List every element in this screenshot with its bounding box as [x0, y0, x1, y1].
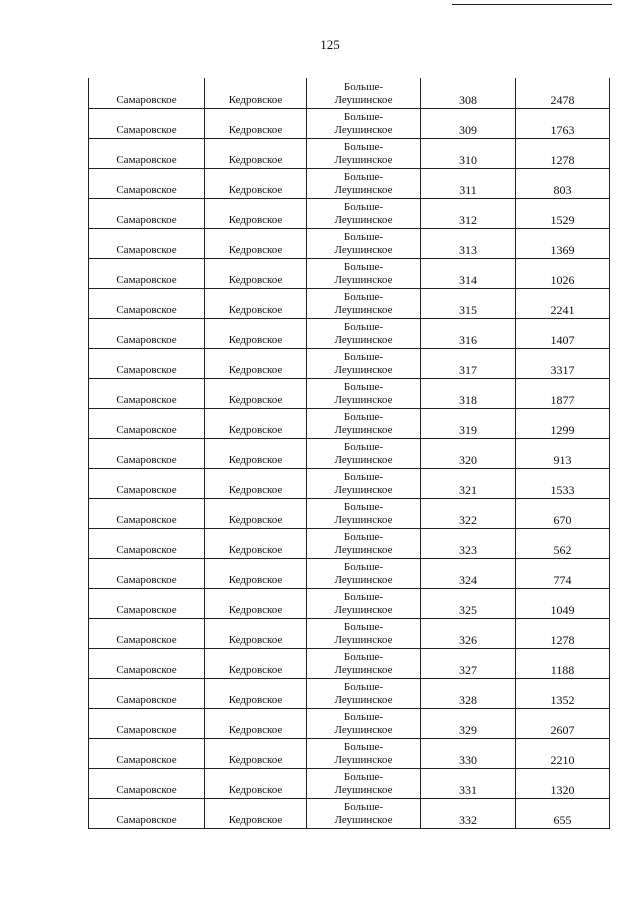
cell-col3-line1: Больше-: [343, 80, 384, 93]
cell-col3-line1: Больше-: [343, 650, 384, 663]
cell-col1: Самаровское: [89, 408, 205, 438]
cell-col3: [307, 108, 421, 138]
cell-col5: 1278: [516, 618, 610, 648]
cell-col4: 309: [421, 108, 516, 138]
cell-col2: Кедровское: [205, 78, 307, 108]
cell-col3-line1: Больше-: [343, 680, 384, 693]
cell-col2: Кедровское: [205, 708, 307, 738]
cell-col3: [307, 798, 421, 828]
cell-col3-line2: Леушинское: [334, 123, 393, 136]
cell-col5: 2241: [516, 288, 610, 318]
table-row: [89, 678, 610, 708]
cell-col3-line2: Леушинское: [334, 423, 393, 436]
cell-col2: Кедровское: [205, 588, 307, 618]
cell-col2: Кедровское: [205, 138, 307, 168]
table-row: [89, 738, 610, 768]
cell-col2: Кедровское: [205, 258, 307, 288]
cell-col3: [307, 288, 421, 318]
cell-col1: Самаровское: [89, 258, 205, 288]
cell-col3-line1: Больше-: [343, 230, 384, 243]
table-row: [89, 168, 610, 198]
cell-col3-line1: Больше-: [343, 410, 384, 423]
cell-col1: Самаровское: [89, 348, 205, 378]
cell-col4: 319: [421, 408, 516, 438]
cell-col3-line2: Леушинское: [334, 603, 393, 616]
cell-col5: 1533: [516, 468, 610, 498]
cell-col3: [307, 318, 421, 348]
cell-col3-line2: Леушинское: [334, 813, 393, 826]
cell-col5: 1026: [516, 258, 610, 288]
cell-col3-line2: Леушинское: [334, 633, 393, 646]
table-row: [89, 408, 610, 438]
cell-col3: [307, 138, 421, 168]
cell-col3-line1: Больше-: [343, 740, 384, 753]
cell-col4: 308: [421, 78, 516, 108]
cell-col4: 315: [421, 288, 516, 318]
cell-col5: 1407: [516, 318, 610, 348]
cell-col1: Самаровское: [89, 738, 205, 768]
cell-col1: Самаровское: [89, 288, 205, 318]
top-rule: [452, 4, 612, 5]
cell-col3: [307, 228, 421, 258]
cell-col5: 670: [516, 498, 610, 528]
cell-col1: Самаровское: [89, 318, 205, 348]
cell-col1: Самаровское: [89, 438, 205, 468]
cell-col3-line1: Больше-: [343, 620, 384, 633]
cell-col2: Кедровское: [205, 648, 307, 678]
cell-col4: 312: [421, 198, 516, 228]
cell-col3: [307, 378, 421, 408]
cell-col2: Кедровское: [205, 498, 307, 528]
cell-col3-line2: Леушинское: [334, 453, 393, 466]
cell-col3-line1: Больше-: [343, 140, 384, 153]
cell-col3: [307, 678, 421, 708]
table-row: [89, 258, 610, 288]
cell-col3-line2: Леушинское: [334, 663, 393, 676]
table-row: [89, 708, 610, 738]
cell-col2: Кедровское: [205, 738, 307, 768]
cell-col1: Самаровское: [89, 528, 205, 558]
cell-col3-line2: Леушинское: [334, 393, 393, 406]
cell-col3: [307, 768, 421, 798]
cell-col4: 325: [421, 588, 516, 618]
cell-col5: 774: [516, 558, 610, 588]
cell-col1: Самаровское: [89, 648, 205, 678]
cell-col3-line2: Леушинское: [334, 363, 393, 376]
table-row: [89, 378, 610, 408]
cell-col1: Самаровское: [89, 618, 205, 648]
cell-col2: Кедровское: [205, 348, 307, 378]
cell-col2: Кедровское: [205, 288, 307, 318]
cell-col5: 1188: [516, 648, 610, 678]
cell-col3-line1: Больше-: [343, 500, 384, 513]
table-row: [89, 498, 610, 528]
cell-col1: Самаровское: [89, 468, 205, 498]
cell-col2: Кедровское: [205, 408, 307, 438]
cell-col4: 321: [421, 468, 516, 498]
cell-col4: 330: [421, 738, 516, 768]
cell-col3-line1: Больше-: [343, 440, 384, 453]
cell-col3: [307, 468, 421, 498]
cell-col3: [307, 738, 421, 768]
cell-col2: Кедровское: [205, 198, 307, 228]
table-row: [89, 798, 610, 828]
cell-col1: Самаровское: [89, 108, 205, 138]
cell-col1: Самаровское: [89, 798, 205, 828]
cell-col2: Кедровское: [205, 798, 307, 828]
cell-col3: [307, 528, 421, 558]
cell-col3-line1: Больше-: [343, 800, 384, 813]
cell-col3-line2: Леушинское: [334, 513, 393, 526]
cell-col3: [307, 258, 421, 288]
table-row: [89, 78, 610, 108]
cell-col3: [307, 588, 421, 618]
cell-col3-line2: Леушинское: [334, 273, 393, 286]
cell-col3-line2: Леушинское: [334, 783, 393, 796]
cell-col5: 1320: [516, 768, 610, 798]
table-body: [89, 78, 610, 828]
cell-col2: Кедровское: [205, 318, 307, 348]
cell-col4: 318: [421, 378, 516, 408]
cell-col3-line2: Леушинское: [334, 183, 393, 196]
cell-col1: Самаровское: [89, 378, 205, 408]
cell-col4: 314: [421, 258, 516, 288]
cell-col3-line2: Леушинское: [334, 213, 393, 226]
data-table: [88, 78, 610, 829]
cell-col3-line2: Леушинское: [334, 303, 393, 316]
cell-col2: Кедровское: [205, 768, 307, 798]
cell-col2: Кедровское: [205, 228, 307, 258]
cell-col2: Кедровское: [205, 168, 307, 198]
cell-col3-line2: Леушинское: [334, 723, 393, 736]
cell-col4: 331: [421, 768, 516, 798]
cell-col3-line2: Леушинское: [334, 243, 393, 256]
cell-col4: 313: [421, 228, 516, 258]
cell-col4: 324: [421, 558, 516, 588]
cell-col5: 1278: [516, 138, 610, 168]
cell-col3-line2: Леушинское: [334, 543, 393, 556]
cell-col3: [307, 618, 421, 648]
cell-col2: Кедровское: [205, 678, 307, 708]
cell-col1: Самаровское: [89, 198, 205, 228]
cell-col2: Кедровское: [205, 438, 307, 468]
cell-col4: 329: [421, 708, 516, 738]
cell-col3-line2: Леушинское: [334, 483, 393, 496]
cell-col4: 327: [421, 648, 516, 678]
cell-col4: 311: [421, 168, 516, 198]
cell-col2: Кедровское: [205, 618, 307, 648]
cell-col5: 1299: [516, 408, 610, 438]
table-row: [89, 618, 610, 648]
cell-col4: 326: [421, 618, 516, 648]
cell-col4: 332: [421, 798, 516, 828]
cell-col5: 562: [516, 528, 610, 558]
cell-col3-line1: Больше-: [343, 260, 384, 273]
table-row: [89, 768, 610, 798]
cell-col5: 1763: [516, 108, 610, 138]
cell-col5: 2478: [516, 78, 610, 108]
cell-col3-line1: Больше-: [343, 470, 384, 483]
cell-col1: Самаровское: [89, 138, 205, 168]
cell-col3: [307, 348, 421, 378]
cell-col3-line1: Больше-: [343, 200, 384, 213]
cell-col3: [307, 558, 421, 588]
cell-col5: 1529: [516, 198, 610, 228]
cell-col1: Самаровское: [89, 498, 205, 528]
cell-col3-line1: Больше-: [343, 290, 384, 303]
cell-col1: Самаровское: [89, 228, 205, 258]
cell-col1: Самаровское: [89, 678, 205, 708]
table-row: [89, 468, 610, 498]
cell-col2: Кедровское: [205, 468, 307, 498]
table-row: [89, 528, 610, 558]
cell-col1: Самаровское: [89, 558, 205, 588]
cell-col3-line2: Леушинское: [334, 573, 393, 586]
cell-col3: [307, 198, 421, 228]
cell-col3: [307, 168, 421, 198]
cell-col5: 1877: [516, 378, 610, 408]
cell-col3-line1: Больше-: [343, 320, 384, 333]
cell-col3-line1: Больше-: [343, 380, 384, 393]
cell-col3-line2: Леушинское: [334, 693, 393, 706]
table-row: [89, 558, 610, 588]
cell-col2: Кедровское: [205, 528, 307, 558]
cell-col5: 1049: [516, 588, 610, 618]
cell-col3-line2: Леушинское: [334, 753, 393, 766]
cell-col5: 803: [516, 168, 610, 198]
cell-col3-line1: Больше-: [343, 170, 384, 183]
cell-col3-line1: Больше-: [343, 590, 384, 603]
cell-col3-line1: Больше-: [343, 530, 384, 543]
cell-col3-line1: Больше-: [343, 560, 384, 573]
table-row: [89, 198, 610, 228]
cell-col1: Самаровское: [89, 708, 205, 738]
cell-col1: Самаровское: [89, 588, 205, 618]
cell-col3-line1: Больше-: [343, 110, 384, 123]
table-row: [89, 438, 610, 468]
cell-col2: Кедровское: [205, 108, 307, 138]
table-row: [89, 138, 610, 168]
cell-col1: Самаровское: [89, 168, 205, 198]
cell-col4: 316: [421, 318, 516, 348]
table-row: [89, 228, 610, 258]
table-row: [89, 318, 610, 348]
cell-col3: [307, 408, 421, 438]
cell-col5: 1352: [516, 678, 610, 708]
cell-col5: 1369: [516, 228, 610, 258]
cell-col5: 655: [516, 798, 610, 828]
cell-col3: [307, 438, 421, 468]
cell-col3: [307, 708, 421, 738]
cell-col3-line1: Больше-: [343, 350, 384, 363]
cell-col3-line2: Леушинское: [334, 153, 393, 166]
cell-col4: 323: [421, 528, 516, 558]
cell-col1: Самаровское: [89, 768, 205, 798]
cell-col4: 328: [421, 678, 516, 708]
cell-col4: 310: [421, 138, 516, 168]
cell-col2: Кедровское: [205, 558, 307, 588]
cell-col5: 2607: [516, 708, 610, 738]
table-row: [89, 348, 610, 378]
cell-col5: 3317: [516, 348, 610, 378]
cell-col1: Самаровское: [89, 78, 205, 108]
cell-col3-line1: Больше-: [343, 770, 384, 783]
page-number: 125: [320, 37, 340, 52]
table-row: [89, 288, 610, 318]
table-row: [89, 648, 610, 678]
table-row: [89, 108, 610, 138]
cell-col3-line2: Леушинское: [334, 333, 393, 346]
cell-col3: [307, 498, 421, 528]
cell-col5: 2210: [516, 738, 610, 768]
cell-col3: [307, 648, 421, 678]
cell-col4: 322: [421, 498, 516, 528]
cell-col2: Кедровское: [205, 378, 307, 408]
cell-col3-line1: Больше-: [343, 710, 384, 723]
cell-col3-line2: Леушинское: [334, 93, 393, 106]
cell-col4: 317: [421, 348, 516, 378]
cell-col5: 913: [516, 438, 610, 468]
table-row: [89, 588, 610, 618]
cell-col3: [307, 78, 421, 108]
cell-col4: 320: [421, 438, 516, 468]
